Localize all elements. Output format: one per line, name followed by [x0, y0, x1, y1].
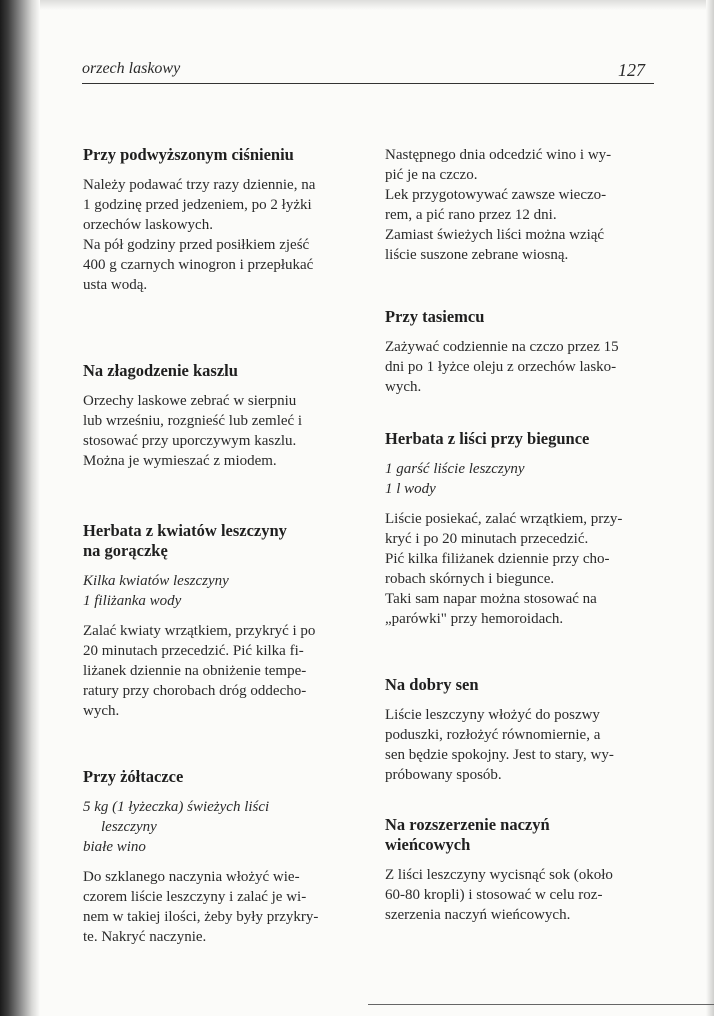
left-column	[83, 145, 351, 947]
body-line: „parówki" przy hemoroidach.	[385, 611, 564, 627]
section-title: Przy tasiemcu	[385, 307, 485, 326]
section-body	[385, 145, 653, 265]
section-continuation	[385, 145, 653, 265]
ingredient: 1 l wody	[385, 481, 436, 497]
body-line: nem w takiej ilości, żeby były przykry-	[83, 909, 319, 925]
section-title	[83, 521, 351, 561]
title-line: na gorączkę	[83, 541, 168, 560]
section-body	[385, 865, 653, 925]
body-line: Zażywać codziennie na czczo przez 15	[385, 339, 619, 355]
section-fever-tea	[83, 521, 351, 721]
body-line: Następnego dnia odcedzić wino i wy-	[385, 147, 612, 163]
ingredients-list	[83, 797, 351, 857]
body-line: dni po 1 łyżce oleju z orzechów lasko-	[385, 359, 617, 375]
section-title	[385, 815, 653, 855]
body-line: orzechów laskowych.	[83, 217, 213, 233]
right-column	[385, 145, 653, 925]
body-line: liżanek dziennie na obniżenie tempe-	[83, 663, 307, 679]
body-line: Na pół godziny przed posiłkiem zjeść	[83, 237, 310, 253]
ingredient: Kilka kwiatów leszczyny	[83, 573, 229, 589]
ingredient: 1 garść liście leszczyny	[385, 461, 525, 477]
body-line: 400 g czarnych winogron i przepłukać	[83, 257, 314, 273]
body-line: Można je wymieszać z miodem.	[83, 453, 277, 469]
section-diarrhea-tea	[385, 429, 653, 629]
section-title: Przy żółtaczce	[83, 767, 184, 786]
section-body	[83, 175, 351, 295]
body-line: Do szklanego naczynia włożyć wie-	[83, 869, 300, 885]
page-number: 127	[618, 60, 645, 80]
body-line: 60-80 kropli) i stosować w celu roz-	[385, 887, 603, 903]
section-body	[385, 509, 653, 629]
body-line: próbowany sposób.	[385, 767, 502, 783]
body-line: poduszki, rozłożyć równomiernie, a	[385, 727, 601, 743]
body-line: Liście posiekać, zalać wrzątkiem, przy-	[385, 511, 623, 527]
body-line: Zalać kwiaty wrzątkiem, przykryć i po	[83, 623, 316, 639]
body-line: czorem liście leszczyny i zalać je wi-	[83, 889, 307, 905]
section-body	[83, 391, 351, 471]
section-coronary-vessels	[385, 815, 653, 925]
body-line: rem, a pić rano przez 12 dni.	[385, 207, 557, 223]
page-edge-shadow	[706, 0, 714, 1016]
section-body	[83, 867, 351, 947]
section-tapeworm	[385, 307, 653, 397]
body-line: ratury przy chorobach dróg oddecho-	[83, 683, 307, 699]
body-line: Z liści leszczyny wycisnąć sok (około	[385, 867, 613, 883]
section-jaundice	[83, 767, 351, 947]
body-line: lub wrześniu, rozgnieść lub zemleć i	[83, 413, 303, 429]
body-line: wych.	[83, 703, 120, 719]
body-line: Liście leszczyny włożyć do poszwy	[385, 707, 600, 723]
section-good-sleep	[385, 675, 653, 785]
title-line: Na rozszerzenie naczyń	[385, 815, 550, 834]
section-title: Przy podwyższonym ciśnieniu	[83, 145, 294, 164]
running-head: orzech laskowy	[82, 60, 181, 77]
body-line: szerzenia naczyń wieńcowych.	[385, 907, 571, 923]
body-line: Taki sam napar można stosować na	[385, 591, 597, 607]
book-spine-shadow	[0, 0, 40, 1016]
body-line: wych.	[385, 379, 422, 395]
body-line: Orzechy laskowe zebrać w sierpniu	[83, 393, 297, 409]
ingredients-list	[83, 571, 351, 611]
header-rule	[82, 83, 654, 84]
body-line: te. Nakryć naczynie.	[83, 929, 207, 945]
bottom-edge-line	[368, 1004, 714, 1005]
ingredient: 1 filiżanka wody	[83, 593, 182, 609]
section-high-blood-pressure	[83, 145, 351, 295]
body-line: pić je na czczo.	[385, 167, 478, 183]
ingredient: 5 kg (1 łyżeczka) świeżych liści	[83, 799, 270, 815]
body-line: sen będzie spokojny. Jest to stary, wy-	[385, 747, 614, 763]
section-title: Na dobry sen	[385, 675, 479, 694]
ingredient: leszczyny	[101, 819, 157, 835]
body-line: usta wodą.	[83, 277, 148, 293]
body-line: 1 godzinę przed jedzeniem, po 2 łyżki	[83, 197, 312, 213]
body-line: Lek przygotowywać zawsze wieczo-	[385, 187, 607, 203]
section-title: Herbata z liści przy biegunce	[385, 429, 590, 448]
section-body	[385, 705, 653, 785]
section-cough	[83, 361, 351, 471]
body-line: liście suszone zebrane wiosną.	[385, 247, 569, 263]
body-line: stosować przy uporczywym kaszlu.	[83, 433, 297, 449]
body-line: Pić kilka filiżanek dziennie przy cho-	[385, 551, 610, 567]
body-line: Należy podawać trzy razy dziennie, na	[83, 177, 316, 193]
body-line: kryć i po 20 minutach przecedzić.	[385, 531, 589, 547]
title-line: Herbata z kwiatów leszczyny	[83, 521, 287, 540]
title-line: wieńcowych	[385, 835, 471, 854]
page-top-shadow	[40, 0, 714, 10]
ingredients-list	[385, 459, 653, 499]
body-line: 20 minutach przecedzić. Pić kilka fi-	[83, 643, 304, 659]
section-body	[385, 337, 653, 397]
ingredient: białe wino	[83, 839, 146, 855]
section-body	[83, 621, 351, 721]
body-line: robach skórnych i biegunce.	[385, 571, 555, 587]
body-line: Zamiast świeżych liści można wziąć	[385, 227, 605, 243]
section-title: Na złagodzenie kaszlu	[83, 361, 238, 380]
